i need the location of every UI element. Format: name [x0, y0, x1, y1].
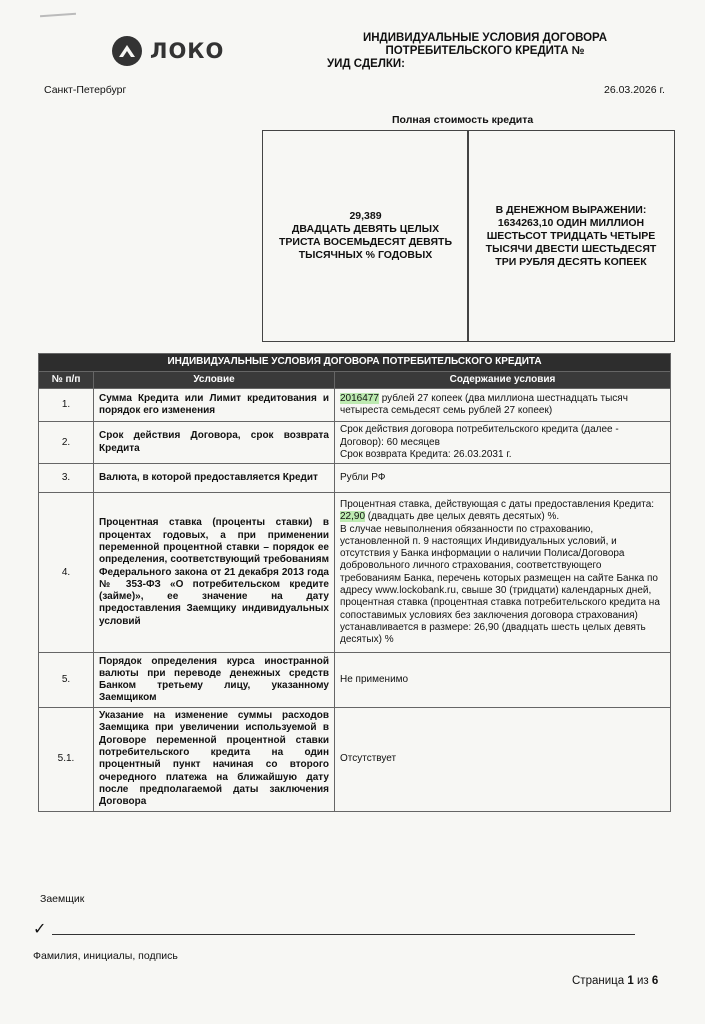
logo-mountain-icon: [112, 36, 142, 66]
full-cost-money-box: [467, 130, 675, 342]
row-content: Рубли РФ: [335, 464, 671, 493]
loan-amount-highlight: 2016477: [340, 393, 379, 404]
table-row: [39, 708, 671, 811]
return-date-text: Срок возврата Кредита: 26.03.2031 г.: [340, 448, 512, 460]
row-condition: Сумма Кредита или Лимит кредитования и порядок его изменения: [94, 389, 335, 422]
page-of: из: [636, 975, 649, 987]
signature-hint: Фамилия, инициалы, подпись: [33, 950, 178, 962]
row-number: 2.: [39, 422, 94, 464]
loan-amount-text: рублей 27 копеек (два миллиона шестнадцать тысяч четыреста семьдесят семь рублей 27 копеек): [340, 393, 628, 417]
row-number: 5.: [39, 653, 94, 708]
row-content: Отсутствует: [335, 708, 671, 811]
rate-highlight: 22,90: [340, 511, 366, 523]
full-cost-money-text: В ДЕНЕЖНОМ ВЫРАЖЕНИИ: 1634263,10 ОДИН МИЛЛИОН ШЕСТЬСОТ ТРИДЦАТЬ ЧЕТЫРЕ ТЫСЯЧИ ДВЕСТИ ШЕСТЬДЕСЯТ ТРИ РУБЛЯ ДЕСЯТЬ КОПЕЕК: [485, 203, 657, 268]
page-current: 1: [627, 975, 634, 987]
page-indicator: [572, 975, 658, 987]
rate-insurance-text: В случае невыполнения обязанности по страхованию, установленной п. 9 настоящих Индивидуальных условий, и отсутствия у Банка информации о наличии Полиса/Договора добровольного личного страхования, соответствующего требованиям Банка, перечень которых размещен на сайте Банка по адресу www.lockobank.ru, свыше 30 (тридцати) календарных дней, процентная ставка (процентная ставка потребительского кредита на сопоставимых условиях без заключения договора страхования) устанавливается в размере: 26,90 (двадцать шесть целых девять десятых) %: [340, 523, 660, 646]
table-row: [39, 493, 671, 653]
document-title: ИНДИВИДУАЛЬНЫЕ УСЛОВИЯ ДОГОВОРА ПОТРЕБИТЕЛЬСКОГО КРЕДИТА №: [362, 32, 608, 57]
full-cost-percent-value: 29,389: [349, 210, 382, 222]
column-header-content: Содержание условия: [335, 372, 671, 389]
borrower-label: Заемщик: [40, 893, 85, 905]
row-number: 4.: [39, 493, 94, 653]
column-header-condition: Условие: [94, 372, 335, 389]
row-number: 5.1.: [39, 708, 94, 811]
table-row: [39, 653, 671, 708]
city: Санкт-Петербург: [44, 84, 127, 96]
row-condition: Процентная ставка (проценты ставки) в процентах годовых, а при применении переменной процентной ставки – порядок ее определения, соответствующий требованиям Федерального закона от 21 декабря 2013 года № 353-ФЗ «О потребительском кредите (займе)», ее значение на дату предоставления Заемщику индивидуальных условий: [94, 493, 335, 653]
row-content: [335, 389, 671, 422]
row-number: 3.: [39, 464, 94, 493]
row-condition: Валюта, в которой предоставляется Кредит: [94, 464, 335, 493]
row-condition: Срок действия Договора, срок возврата Кредита: [94, 422, 335, 464]
deal-uid-label: УИД СДЕЛКИ:: [327, 58, 406, 70]
page-word: Страница: [572, 975, 625, 987]
conditions-table: [38, 353, 671, 812]
scratch-mark: [40, 13, 76, 18]
row-condition: Указание на изменение суммы расходов Заемщика при увеличении используемой в Договоре переменной процентной ставки потребительского кредита на один процентный пункт начиная со второго очередного платежа на ближайшую дату после предполагаемой даты заключения Договора: [94, 708, 335, 811]
row-content: [335, 422, 671, 464]
full-cost-percent-box: [262, 130, 469, 342]
full-cost-title: Полная стоимость кредита: [392, 114, 534, 126]
row-condition: Порядок определения курса иностранной валюты при переводе денежных средств Банком третьему лицу, указанному Заемщиком: [94, 653, 335, 708]
table-row: [39, 389, 671, 422]
term-text: Срок действия договора потребительского кредита (далее - Договор): 60 месяцев: [340, 424, 619, 448]
rate-text: Процентная ставка, действующая с даты предоставления Кредита:: [340, 498, 655, 510]
row-content: [335, 493, 671, 653]
document-date: 26.03.2026 г.: [604, 84, 665, 96]
logo-text: ЛОКО: [150, 39, 225, 63]
rate-text-words: (двадцать две целых девять десятых) %.: [365, 511, 560, 523]
check-mark-icon: ✓: [33, 921, 47, 938]
signature-line[interactable]: [52, 934, 635, 935]
full-cost-percent-text: ДВАДЦАТЬ ДЕВЯТЬ ЦЕЛЫХ ТРИСТА ВОСЕМЬДЕСЯТ ДЕВЯТЬ ТЫСЯЧНЫХ % ГОДОВЫХ: [278, 223, 453, 261]
row-number: 1.: [39, 389, 94, 422]
row-content: Не применимо: [335, 653, 671, 708]
table-caption: ИНДИВИДУАЛЬНЫЕ УСЛОВИЯ ДОГОВОРА ПОТРЕБИТЕЛЬСКОГО КРЕДИТА: [39, 354, 671, 372]
table-row: [39, 464, 671, 493]
table-row: [39, 422, 671, 464]
column-header-num: № п/п: [39, 372, 94, 389]
bank-logo: [112, 36, 224, 66]
page-total: 6: [651, 975, 659, 987]
